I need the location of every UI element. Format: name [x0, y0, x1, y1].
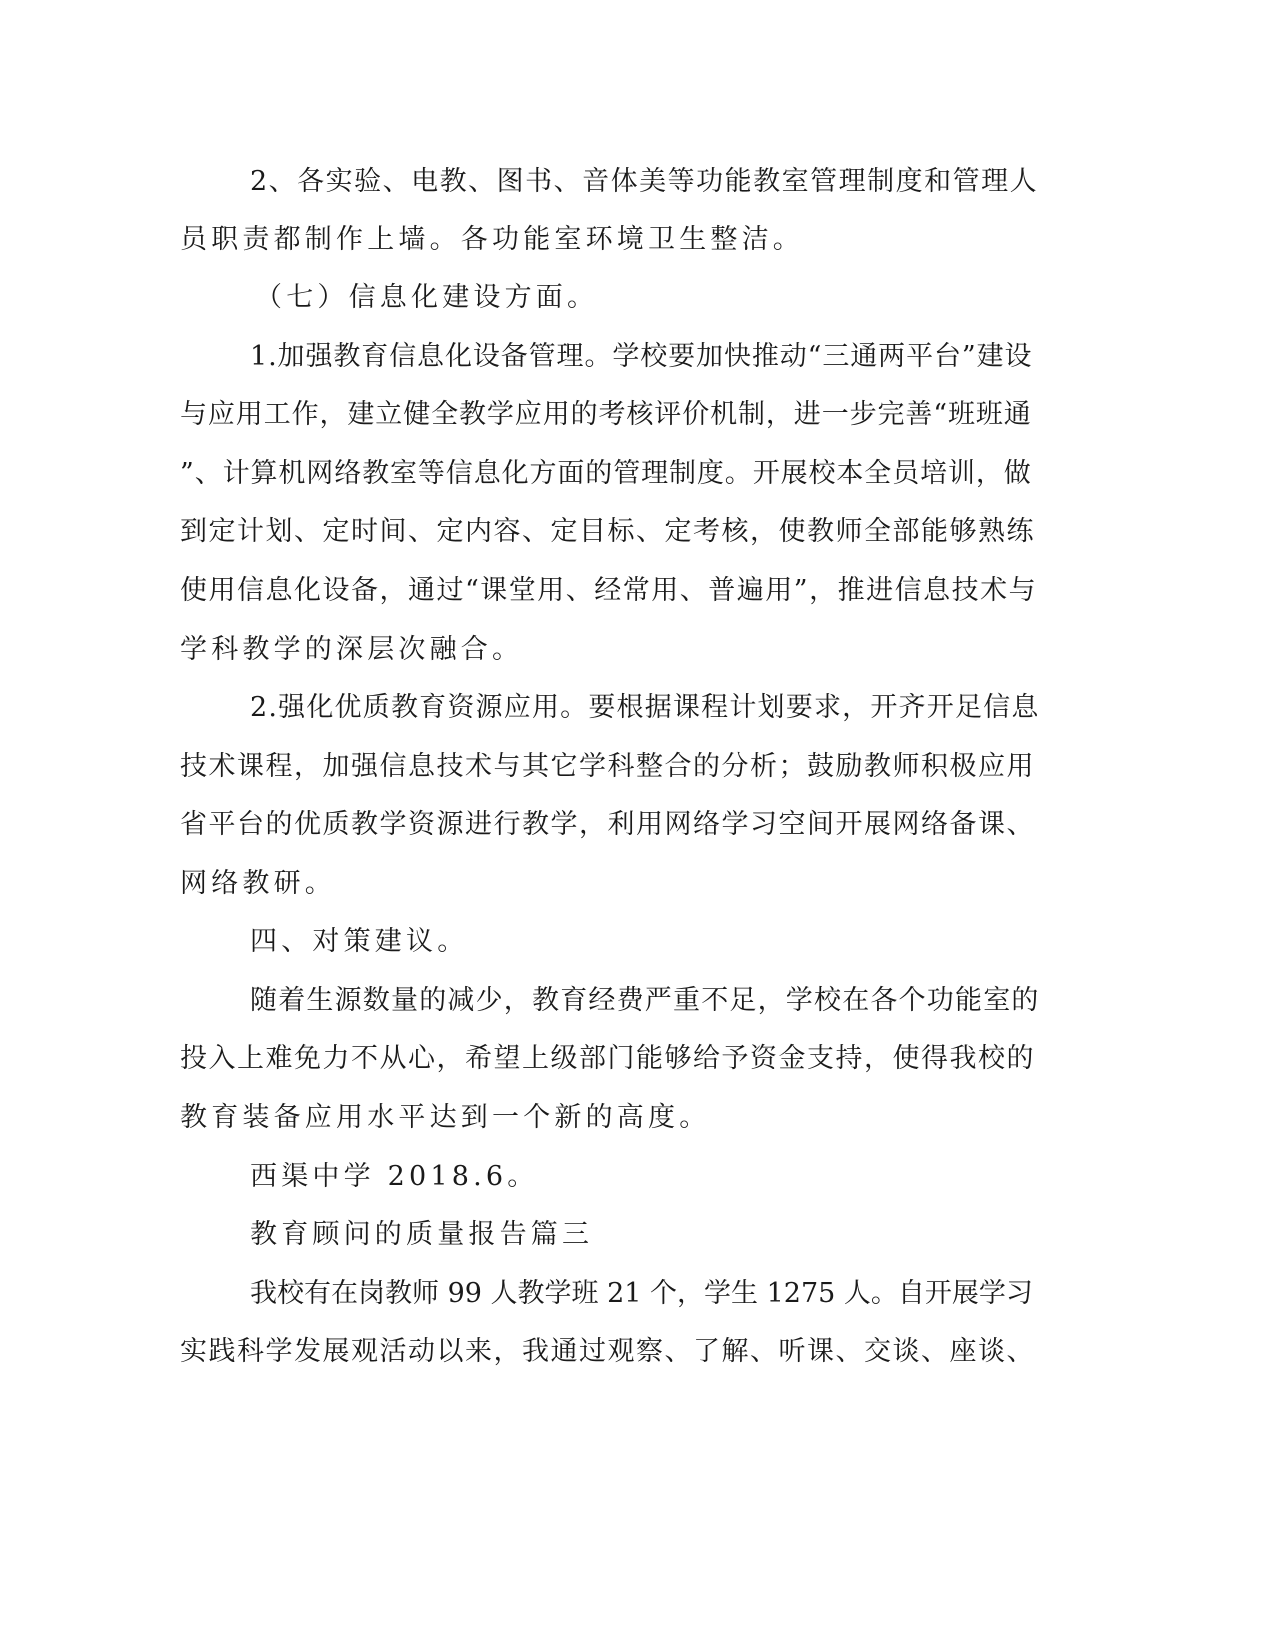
paragraph-line: 到定计划、定时间、定内容、定目标、定考核，使教师全部能够熟练 — [180, 516, 1035, 547]
paragraph-line: 教育装备应用水平达到一个新的高度。 — [180, 1102, 711, 1133]
paragraph-line: 2.强化优质教育资源应用。要根据课程计划要求，开齐开足信息 — [250, 692, 1040, 723]
paragraph-line: 我校有在岗教师 99 人教学班 21 个，学生 1275 人。自开展学习 — [250, 1278, 1033, 1309]
section-title: 教育顾问的质量报告篇三 — [250, 1219, 594, 1250]
section-heading: （七）信息化建设方面。 — [255, 282, 599, 313]
paragraph-line: 与应用工作，建立健全教学应用的考核评价机制，进一步完善“班班通 — [180, 399, 1032, 430]
paragraph-line: 2、各实验、电教、图书、音体美等功能教室管理制度和管理人 — [250, 166, 1039, 197]
section-heading: 四、对策建议。 — [250, 926, 469, 957]
paragraph-line: 随着生源数量的减少，教育经费严重不足，学校在各个功能室的 — [250, 985, 1040, 1016]
paragraph-line: 网络教研。 — [180, 868, 336, 899]
paragraph-line: 使用信息化设备，通过“课堂用、经常用、普遍用”，推进信息技术与 — [180, 575, 1038, 606]
paragraph-line: 投入上难免力不从心，希望上级部门能够给予资金支持，使得我校的 — [180, 1043, 1035, 1074]
paragraph-line: 学科教学的深层次融合。 — [180, 634, 524, 665]
paragraph-line: 实践科学发展观活动以来，我通过观察、了解、听课、交谈、座谈、 — [180, 1336, 1035, 1367]
paragraph-line: 省平台的优质教学资源进行教学，利用网络学习空间开展网络备课、 — [180, 809, 1035, 840]
paragraph-line: 技术课程，加强信息技术与其它学科整合的分析；鼓励教师积极应用 — [180, 751, 1035, 782]
paragraph-line: 1.加强教育信息化设备管理。学校要加快推动“三通两平台”建设 — [250, 341, 1033, 372]
paragraph-line: ”、计算机网络教室等信息化方面的管理制度。开展校本全员培训，做 — [180, 458, 1032, 489]
paragraph-line: 员职责都制作上墙。各功能室环境卫生整洁。 — [180, 224, 804, 255]
signature-line: 西渠中学 2018.6。 — [250, 1161, 539, 1192]
